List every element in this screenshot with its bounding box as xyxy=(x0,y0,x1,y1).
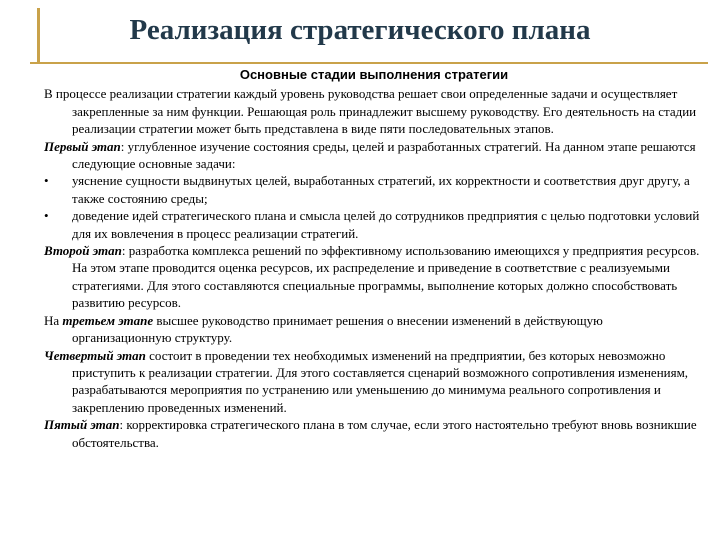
stage-5-paragraph xyxy=(44,416,704,451)
stage-5-text: : корректировка стратегического плана в том случае, если этого настоятельно требуют вновь возникшие обстоятельства. xyxy=(72,417,697,450)
stage-3-paragraph xyxy=(44,312,704,347)
intro-paragraph xyxy=(44,85,704,137)
slide-body xyxy=(44,66,704,451)
stage-4-paragraph xyxy=(44,347,704,417)
bullet-text: доведение идей стратегического плана и смысла целей до сотрудников предприятия с целью подготовки условий для их вовлечения в процесс реализации стратегий. xyxy=(72,208,700,241)
section-subtitle: Основные стадии выполнения стратегии xyxy=(239,67,509,82)
bullet-item xyxy=(44,207,704,242)
bullet-mark: • xyxy=(44,173,49,189)
bullet-mark: • xyxy=(44,208,49,224)
stage-1-label: Первый этап xyxy=(44,138,121,154)
stage-2-paragraph xyxy=(44,242,704,312)
stage-2-text: : разработка комплекса решений по эффективному использованию имеющихся у предприятия ресурсов. На этом этапе проводится оценка ресурсов, их распределение и приведение в соответствие с реализуемыми стратегиями. Для этого составляются специальные программы, выполнение которых должно способствовать развитию ресурсов. xyxy=(72,243,700,311)
stage-1-paragraph xyxy=(44,138,704,173)
stage-3-label: третьем этапе xyxy=(62,312,154,328)
intro-text: В процессе реализации стратегии каждый уровень руководства решает свои определенные задачи и осуществляет закрепленные за ним функции. Решающая роль принадлежит высшему руководству. Его деятельность на стадии реализации стратегии может быть представлена в виде пяти последовательных этапов. xyxy=(44,86,697,137)
stage-5-label: Пятый этап xyxy=(44,417,120,433)
stage-4-text: состоит в проведении тех необходимых изменений на предприятии, без которых невозможно приступить к реализации стратегии. Для этого составляется сценарий возможного сопротивления изменениям, разрабатываются мероприятия по устранению или уменьшению до минимума реального сопротивления и закреплению проведенных изменений. xyxy=(72,347,689,415)
bullet-item xyxy=(44,172,704,207)
stage-2-label: Второй этап xyxy=(44,243,122,259)
stage-4-label: Четвертый этап xyxy=(44,347,146,363)
title-accent-underline xyxy=(30,62,708,64)
stage-3-text: высшее руководство принимает решения о внесении изменений в действующую организационную структуру. xyxy=(72,312,603,346)
stage-1-text: : углубленное изучение состояния среды, целей и разработанных стратегий. На данном этапе решаются следующие основные задачи: xyxy=(72,138,696,172)
slide-title: Реализация стратегического плана xyxy=(129,14,591,46)
stage-3-prefix: На xyxy=(44,312,63,328)
bullet-text: уяснение сущности выдвинутых целей, выработанных стратегий, их корректности и соответствия друг другу, а также состоянию среды; xyxy=(72,173,690,206)
